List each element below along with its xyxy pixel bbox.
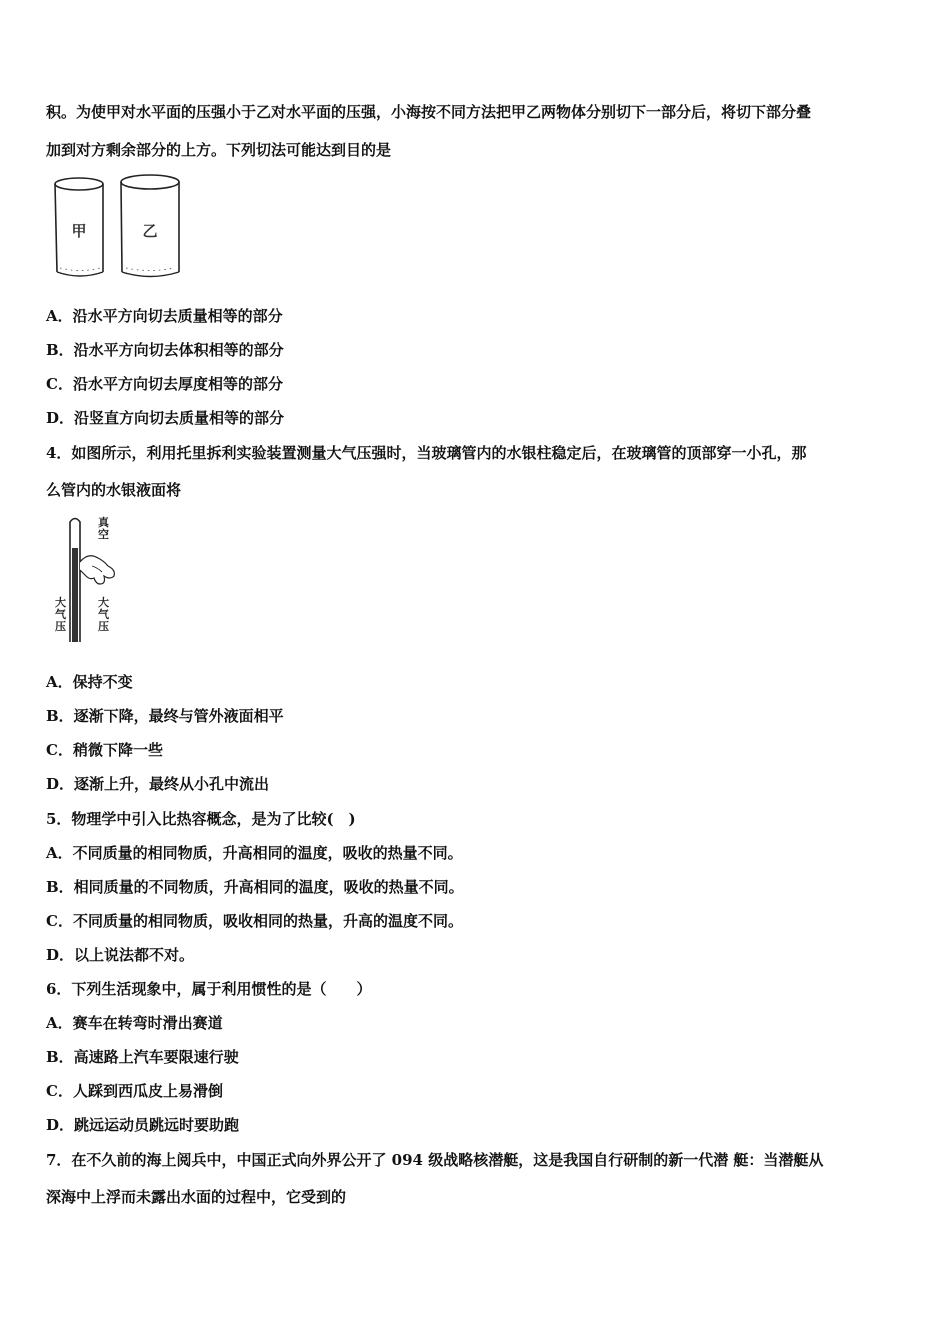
q7-stem-line-2: 深海中上浮而未露出水面的过程中，它受到的 <box>46 1188 347 1206</box>
vacuum-label: 真空 <box>98 516 109 541</box>
q4-torricelli-figure <box>52 514 128 644</box>
q3-cylinders-figure <box>46 172 196 284</box>
atm-pressure-left-label: 大气压 <box>55 596 66 633</box>
q6-option-a: A．赛车在转弯时滑出赛道 <box>46 1014 223 1032</box>
q3-option-b: B．沿水平方向切去体积相等的部分 <box>46 341 284 359</box>
q3-option-c: C．沿水平方向切去厚度相等的部分 <box>46 375 283 393</box>
q3-option-d: D．沿竖直方向切去质量相等的部分 <box>46 409 285 427</box>
q3-stem-line-2: 加到对方剩余部分的上方。下列切法可能达到目的是 <box>46 141 392 159</box>
q6-option-c: C．人踩到西瓜皮上易滑倒 <box>46 1082 223 1100</box>
q4-option-a: A．保持不变 <box>46 673 133 691</box>
cylinder-yi-label: 乙 <box>142 222 158 240</box>
q5-stem: 5．物理学中引入比热容概念，是为了比较( ) <box>46 810 356 828</box>
q5-option-a: A．不同质量的相同物质，升高相同的温度，吸收的热量不同。 <box>46 844 463 862</box>
q3-option-a: A．沿水平方向切去质量相等的部分 <box>46 307 283 325</box>
q6-stem: 6．下列生活现象中，属于利用惯性的是（ ） <box>46 980 372 998</box>
cylinder-jia-label: 甲 <box>71 222 87 240</box>
q7-stem-line-1: 7．在不久前的海上阅兵中，中国正式向外界公开了 094 级战略核潜艇，这是我国自行研制的新一代潜 艇：当潜艇从 <box>46 1151 824 1169</box>
q5-option-d: D．以上说法都不对。 <box>46 946 195 964</box>
q4-stem-line-2: 么管内的水银液面将 <box>46 481 182 499</box>
q6-option-b: B．高速路上汽车要限速行驶 <box>46 1048 239 1066</box>
q5-option-b: B．相同质量的不同物质，升高相同的温度，吸收的热量不同。 <box>46 878 464 896</box>
atm-pressure-right-label: 大气压 <box>98 596 109 633</box>
q4-stem-line-1: 4．如图所示，利用托里拆利实验装置测量大气压强时，当玻璃管内的水银柱稳定后，在玻璃管的顶部穿一小孔，那 <box>46 444 807 462</box>
q4-option-b: B．逐渐下降，最终与管外液面相平 <box>46 707 284 725</box>
q6-option-d: D．跳远运动员跳远时要助跑 <box>46 1116 240 1134</box>
q5-option-c: C．不同质量的相同物质，吸收相同的热量，升高的温度不同。 <box>46 912 463 930</box>
q3-stem-line-1: 积。为使甲对水平面的压强小于乙对水平面的压强，小海按不同方法把甲乙两物体分别切下一部分后，将切下部分叠 <box>46 103 812 121</box>
q4-option-c: C．稍微下降一些 <box>46 741 163 759</box>
q4-option-d: D．逐渐上升，最终从小孔中流出 <box>46 775 270 793</box>
